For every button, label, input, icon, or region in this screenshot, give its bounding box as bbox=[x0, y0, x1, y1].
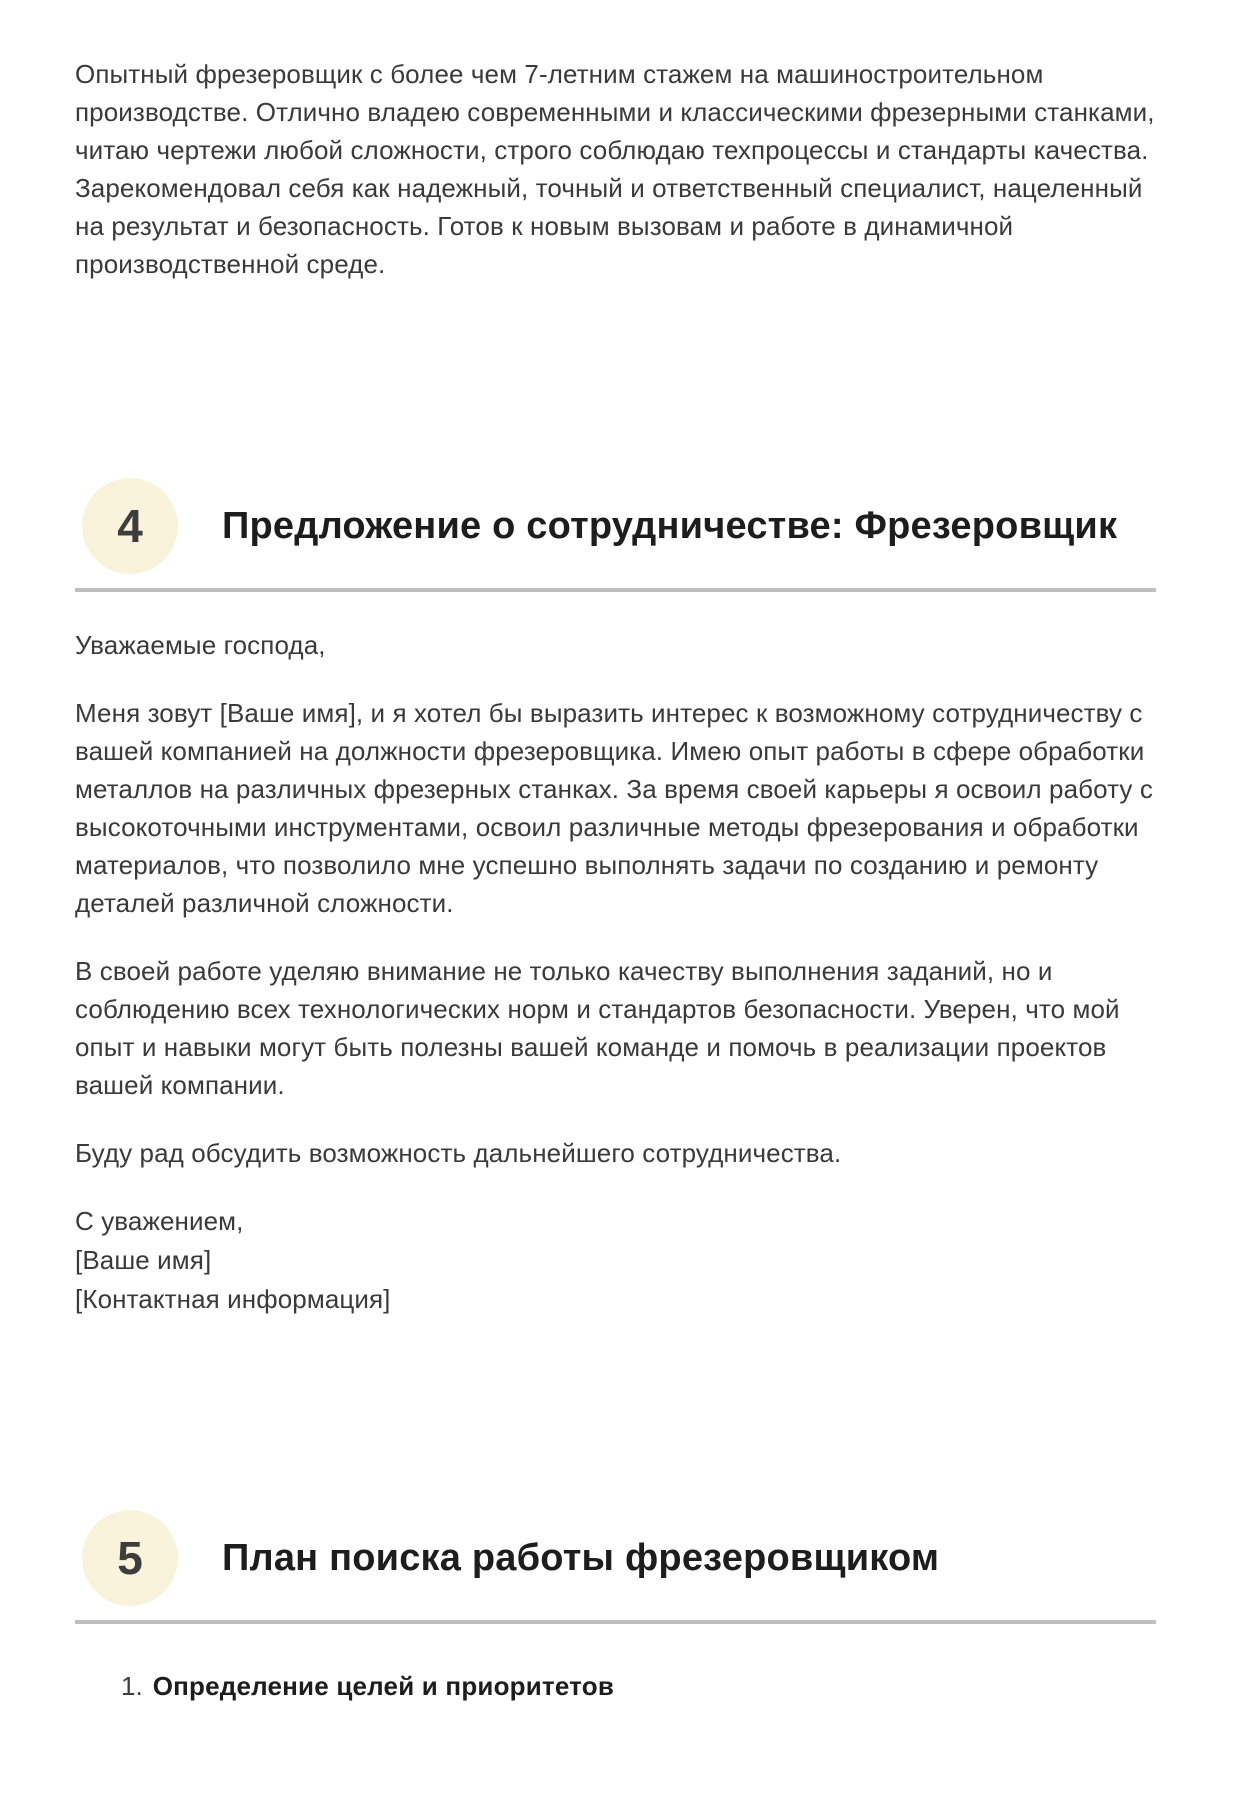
letter-paragraph: Буду рад обсудить возможность дальнейшего сотрудничества. bbox=[75, 1138, 842, 1169]
plan-list-item bbox=[75, 1667, 1164, 1705]
signature-name-placeholder: [Ваше имя] bbox=[75, 1245, 212, 1276]
letter-salutation: Уважаемые господа, bbox=[75, 630, 326, 661]
section-header-4 bbox=[75, 472, 1164, 579]
signature-contact-placeholder: [Контактная информация] bbox=[75, 1284, 391, 1315]
section-number-badge bbox=[82, 478, 178, 574]
section-number: 5 bbox=[117, 1531, 143, 1584]
plan-item-number: 1. bbox=[121, 1671, 143, 1702]
section-number-badge bbox=[82, 1510, 178, 1606]
section-title: Предложение о сотрудничестве: Фрезеровщик bbox=[222, 504, 1118, 547]
section-number: 4 bbox=[117, 499, 143, 552]
section-header-5 bbox=[75, 1504, 1164, 1611]
section-title: План поиска работы фрезеровщиком bbox=[222, 1536, 940, 1579]
summary-paragraph: Опытный фрезеровщик с более чем 7-летним стажем на машиностроительном производстве. Отлично владею современными и классическими фрезерными станками, читаю чертежи любой сложности, строго соблюдаю техпроцессы и стандарты качества. Зарекомендовал себя как надежный, точный и ответственный специалист, нацеленный на результат и безопасность. Готов к новым вызовам и работе в динамичной производственной среде. bbox=[75, 59, 1155, 279]
letter-paragraph: Меня зовут [Ваше имя], и я хотел бы выразить интерес к возможному сотрудничеству с вашей компанией на должности фрезеровщика. Имею опыт работы в сфере обработки металлов на различных фрезерных станках. За время своей карьеры я освоил работу с высокоточными инструментами, освоил различные методы фрезерования и обработки материалов, что позволило мне успешно выполнять задачи по созданию и ремонту деталей различной сложности. bbox=[75, 698, 1153, 919]
letter-signature bbox=[75, 1202, 1164, 1319]
signature-closing: С уважением, bbox=[75, 1206, 244, 1237]
plan-item-label: Определение целей и приоритетов bbox=[152, 1671, 615, 1702]
section-divider bbox=[75, 1620, 1156, 1624]
section-divider bbox=[75, 588, 1156, 592]
document-page bbox=[0, 55, 1239, 1705]
letter-paragraph: В своей работе уделяю внимание не только качеству выполнения заданий, но и соблюдению всех технологических норм и стандартов безопасности. Уверен, что мой опыт и навыки могут быть полезны вашей команде и помочь в реализации проектов вашей компании. bbox=[75, 956, 1120, 1101]
